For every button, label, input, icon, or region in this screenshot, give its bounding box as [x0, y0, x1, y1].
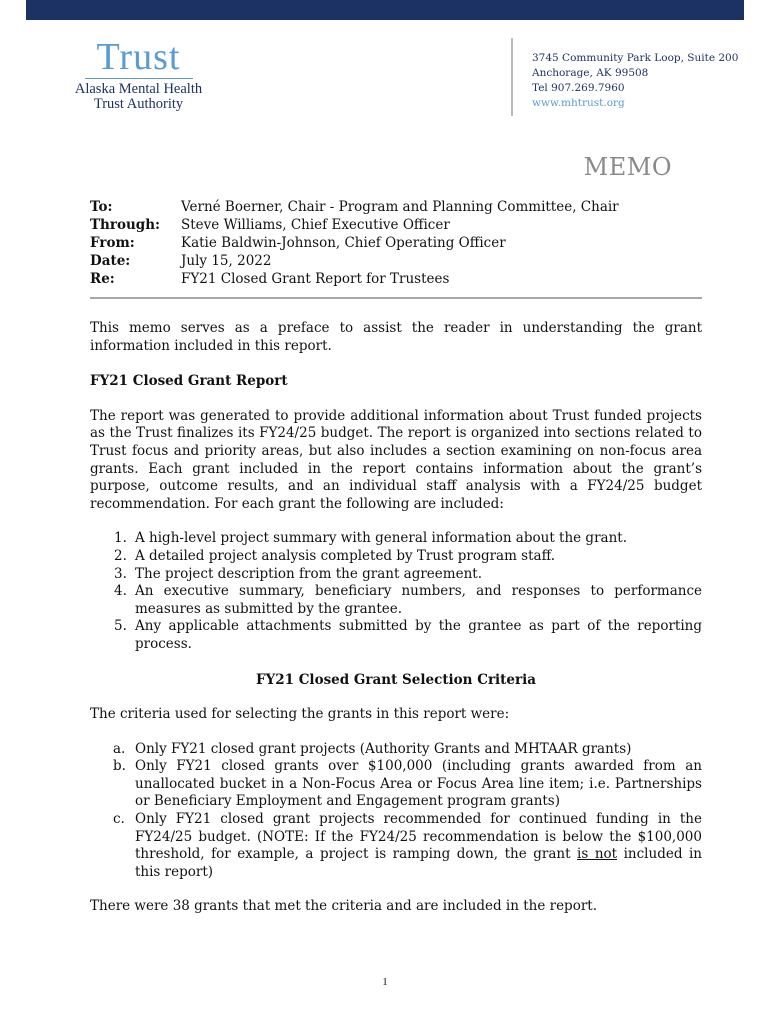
- memo-body: [90, 320, 702, 916]
- list-text: An executive summary, beneficiary numbers, and responses to performance measures as submitted by the grantee.: [135, 583, 702, 617]
- list-item: [90, 530, 702, 548]
- criteria-intro: The criteria used for selecting the grants in this report were:: [90, 706, 510, 723]
- list-text: The project description from the grant agreement.: [135, 565, 482, 582]
- address-block: [532, 51, 738, 111]
- criteria-list: [90, 741, 702, 882]
- list-number: 1.: [114, 530, 127, 547]
- trust-logo: [66, 38, 211, 112]
- logo-wordmark: Trust: [96, 36, 181, 78]
- criteria-c-text: Only FY21 closed grant projects recommended for continued funding in the FY24/25 budget. (NOTE: If the FY24/25 recommendation is below the $100,000 threshold, for example, a project is ramping down, the grant: [135, 811, 702, 863]
- address-city: Anchorage, AK 99508: [532, 67, 649, 79]
- memo-field-date: [90, 252, 619, 270]
- criteria-c-text-end: included in this report): [135, 846, 702, 880]
- list-text: Only FY21 closed grants over $100,000 (including grants awarded from an unallocated bucket in a Non-Focus Area or Focus Area line item; i.e. Partnerships or Beneficiary Employment and Engagement program grants): [135, 758, 702, 810]
- header-rule: [90, 297, 702, 299]
- field-value: July 15, 2022: [181, 253, 272, 269]
- list-item: [90, 583, 702, 618]
- field-value: Katie Baldwin-Johnson, Chief Operating Officer: [181, 235, 506, 251]
- criteria-item-c: [90, 811, 702, 881]
- list-text: A high-level project summary with general information about the grant.: [135, 530, 627, 547]
- list-item: [90, 566, 702, 584]
- address-website[interactable]: www.mhtrust.org: [532, 97, 625, 109]
- header-divider: [511, 38, 513, 116]
- field-value: Verné Boerner, Chair - Program and Planning Committee, Chair: [181, 199, 619, 215]
- list-number: 5.: [114, 618, 127, 635]
- list-item: [90, 548, 702, 566]
- memo-field-from: [90, 234, 619, 252]
- list-number: 3.: [114, 565, 127, 582]
- list-text: [135, 811, 702, 881]
- field-label: To:: [90, 199, 113, 215]
- list-number: 4.: [114, 583, 127, 600]
- field-value: FY21 Closed Grant Report for Trustees: [181, 271, 450, 287]
- logo-org-line2: Trust Authority: [93, 96, 184, 112]
- memo-title: MEMO: [583, 153, 672, 181]
- field-label: Re:: [90, 271, 115, 287]
- logo-rule: [85, 78, 193, 79]
- intro-paragraph: This memo serves as a preface to assist the reader in understanding the grant information included in this report.: [90, 320, 702, 354]
- closing-paragraph: There were 38 grants that met the criteria and are included in the report.: [90, 898, 597, 915]
- list-text: A detailed project analysis completed by Trust program staff.: [135, 547, 555, 564]
- memo-field-to: [90, 198, 619, 216]
- report-paragraph: The report was generated to provide additional information about Trust funded projects as the Trust finalizes its FY24/25 budget. The report is organized into sections related to Trust focus and priority areas, but also includes a section examining on non-focus area grants. Each grant included in the report contains information about the grant’s purpose, outcome results, and an individual staff analysis with a FY24/25 budget recommendation. For each grant the following are included:: [90, 407, 702, 512]
- included-items-list: [90, 530, 702, 653]
- section-heading-criteria: FY21 Closed Grant Selection Criteria: [255, 671, 536, 688]
- list-letter: a.: [113, 740, 126, 757]
- memo-field-through: [90, 216, 619, 234]
- criteria-item-b: [90, 758, 702, 811]
- list-text: Any applicable attachments submitted by the grantee as part of the reporting process.: [135, 618, 702, 652]
- list-number: 2.: [114, 547, 127, 564]
- field-label: Through:: [90, 217, 161, 233]
- field-value: Steve Williams, Chief Executive Officer: [181, 217, 450, 233]
- memo-field-re: [90, 270, 619, 288]
- field-label: Date:: [90, 253, 131, 269]
- list-letter: c.: [113, 811, 125, 828]
- section-heading-report: FY21 Closed Grant Report: [90, 373, 288, 390]
- criteria-item-a: [90, 741, 702, 759]
- top-color-bar: [26, 0, 744, 20]
- address-street: 3745 Community Park Loop, Suite 200: [532, 52, 739, 64]
- logo-org-line1: Alaska Mental Health: [74, 81, 203, 97]
- page-number: 1: [382, 976, 388, 988]
- field-label: From:: [90, 235, 135, 251]
- list-text: Only FY21 closed grant projects (Authority Grants and MHTAAR grants): [135, 740, 632, 757]
- memo-fields: [90, 198, 619, 288]
- criteria-c-emphasis: is not: [577, 846, 618, 863]
- list-item: [90, 618, 702, 653]
- address-phone: Tel 907.269.7960: [532, 82, 625, 94]
- list-letter: b.: [113, 758, 126, 775]
